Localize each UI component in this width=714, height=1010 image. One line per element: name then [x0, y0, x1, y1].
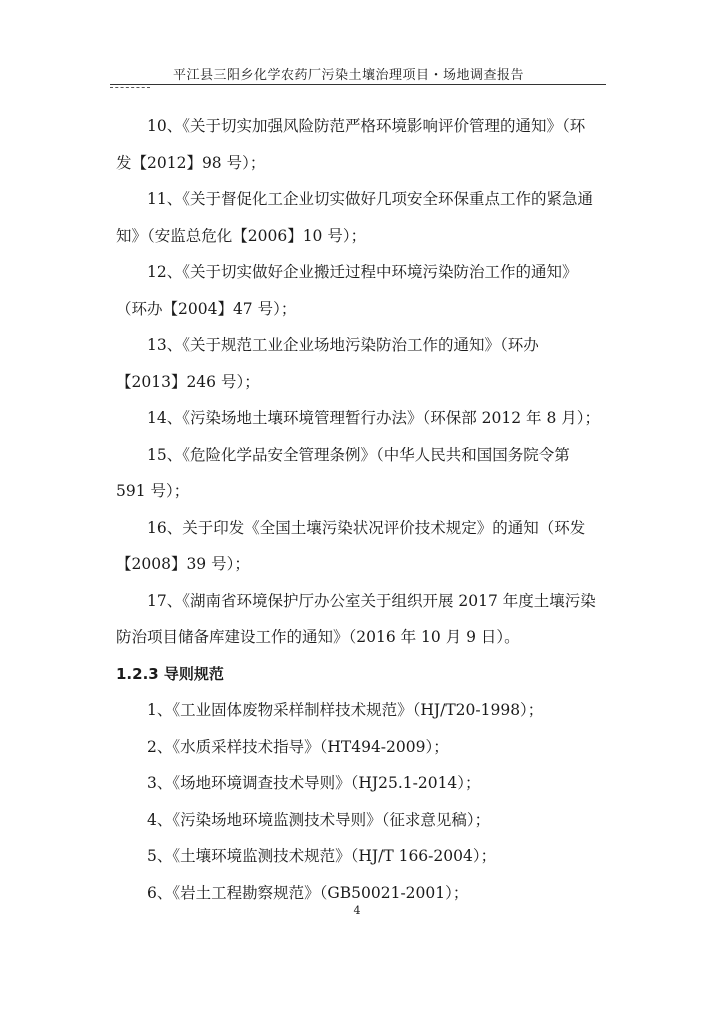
- reference-item-10: 10、《关于切实加强风险防范严格环境影响评价管理的通知》（环发【2012】98 号）；: [116, 117, 586, 172]
- header-rule: [110, 84, 606, 85]
- section-heading: 1.2.3 导则规范: [116, 664, 224, 683]
- reference-item-16: 16、关于印发《全国土壤污染状况评价技术规定》的通知（环发【2008】39 号）；: [116, 518, 586, 573]
- guideline-item-4: 4、《污染场地环境监测技术导则》（征求意见稿）；: [147, 810, 491, 829]
- page-number: 4: [353, 904, 361, 917]
- guideline-item-6: 6、《岩土工程勘察规范》（GB50021-2001）；: [147, 883, 469, 902]
- guideline-item-2: 2、《水质采样技术指导》（HT494-2009）；: [147, 737, 449, 756]
- running-header: 平江县三阳乡化学农药厂污染土壤治理项目・场地调查报告: [172, 68, 524, 83]
- reference-item-14: 14、《污染场地土壤环境管理暂行办法》（环保部 2012 年 8 月）；: [147, 409, 600, 427]
- guideline-item-1: 1、《工业固体废物采样制样技术规范》（HJ/T20-1998）；: [147, 701, 544, 719]
- reference-item-11: 11、《关于督促化工企业切实做好几项安全环保重点工作的紧急通知》（安监总危化【2006】10 号）；: [116, 190, 593, 245]
- reference-item-12: 12、《关于切实做好企业搬迁过程中环境污染防治工作的通知》（环办【2004】47 号）；: [116, 263, 578, 318]
- reference-item-17: 17、《湖南省环境保护厅办公室关于组织开展 2017 年度土壤污染防治项目储备库建设工作的通知》（2016 年 10 月 9 日）。: [116, 591, 596, 646]
- body-content: [116, 108, 600, 911]
- reference-item-13: 13、《关于规范工业企业场地污染防治工作的通知》（环办【2013】246 号）；: [116, 336, 539, 391]
- guideline-item-5: 5、《土壤环境监测技术规范》（HJ/T 166-2004）；: [147, 847, 497, 865]
- guideline-item-3: 3、《场地环境调查技术导则》（HJ25.1-2014）；: [147, 774, 481, 792]
- header-rule-dash: [110, 87, 150, 88]
- reference-item-15: 15、《危险化学品安全管理条例》（中华人民共和国国务院令第 591 号）；: [116, 445, 570, 500]
